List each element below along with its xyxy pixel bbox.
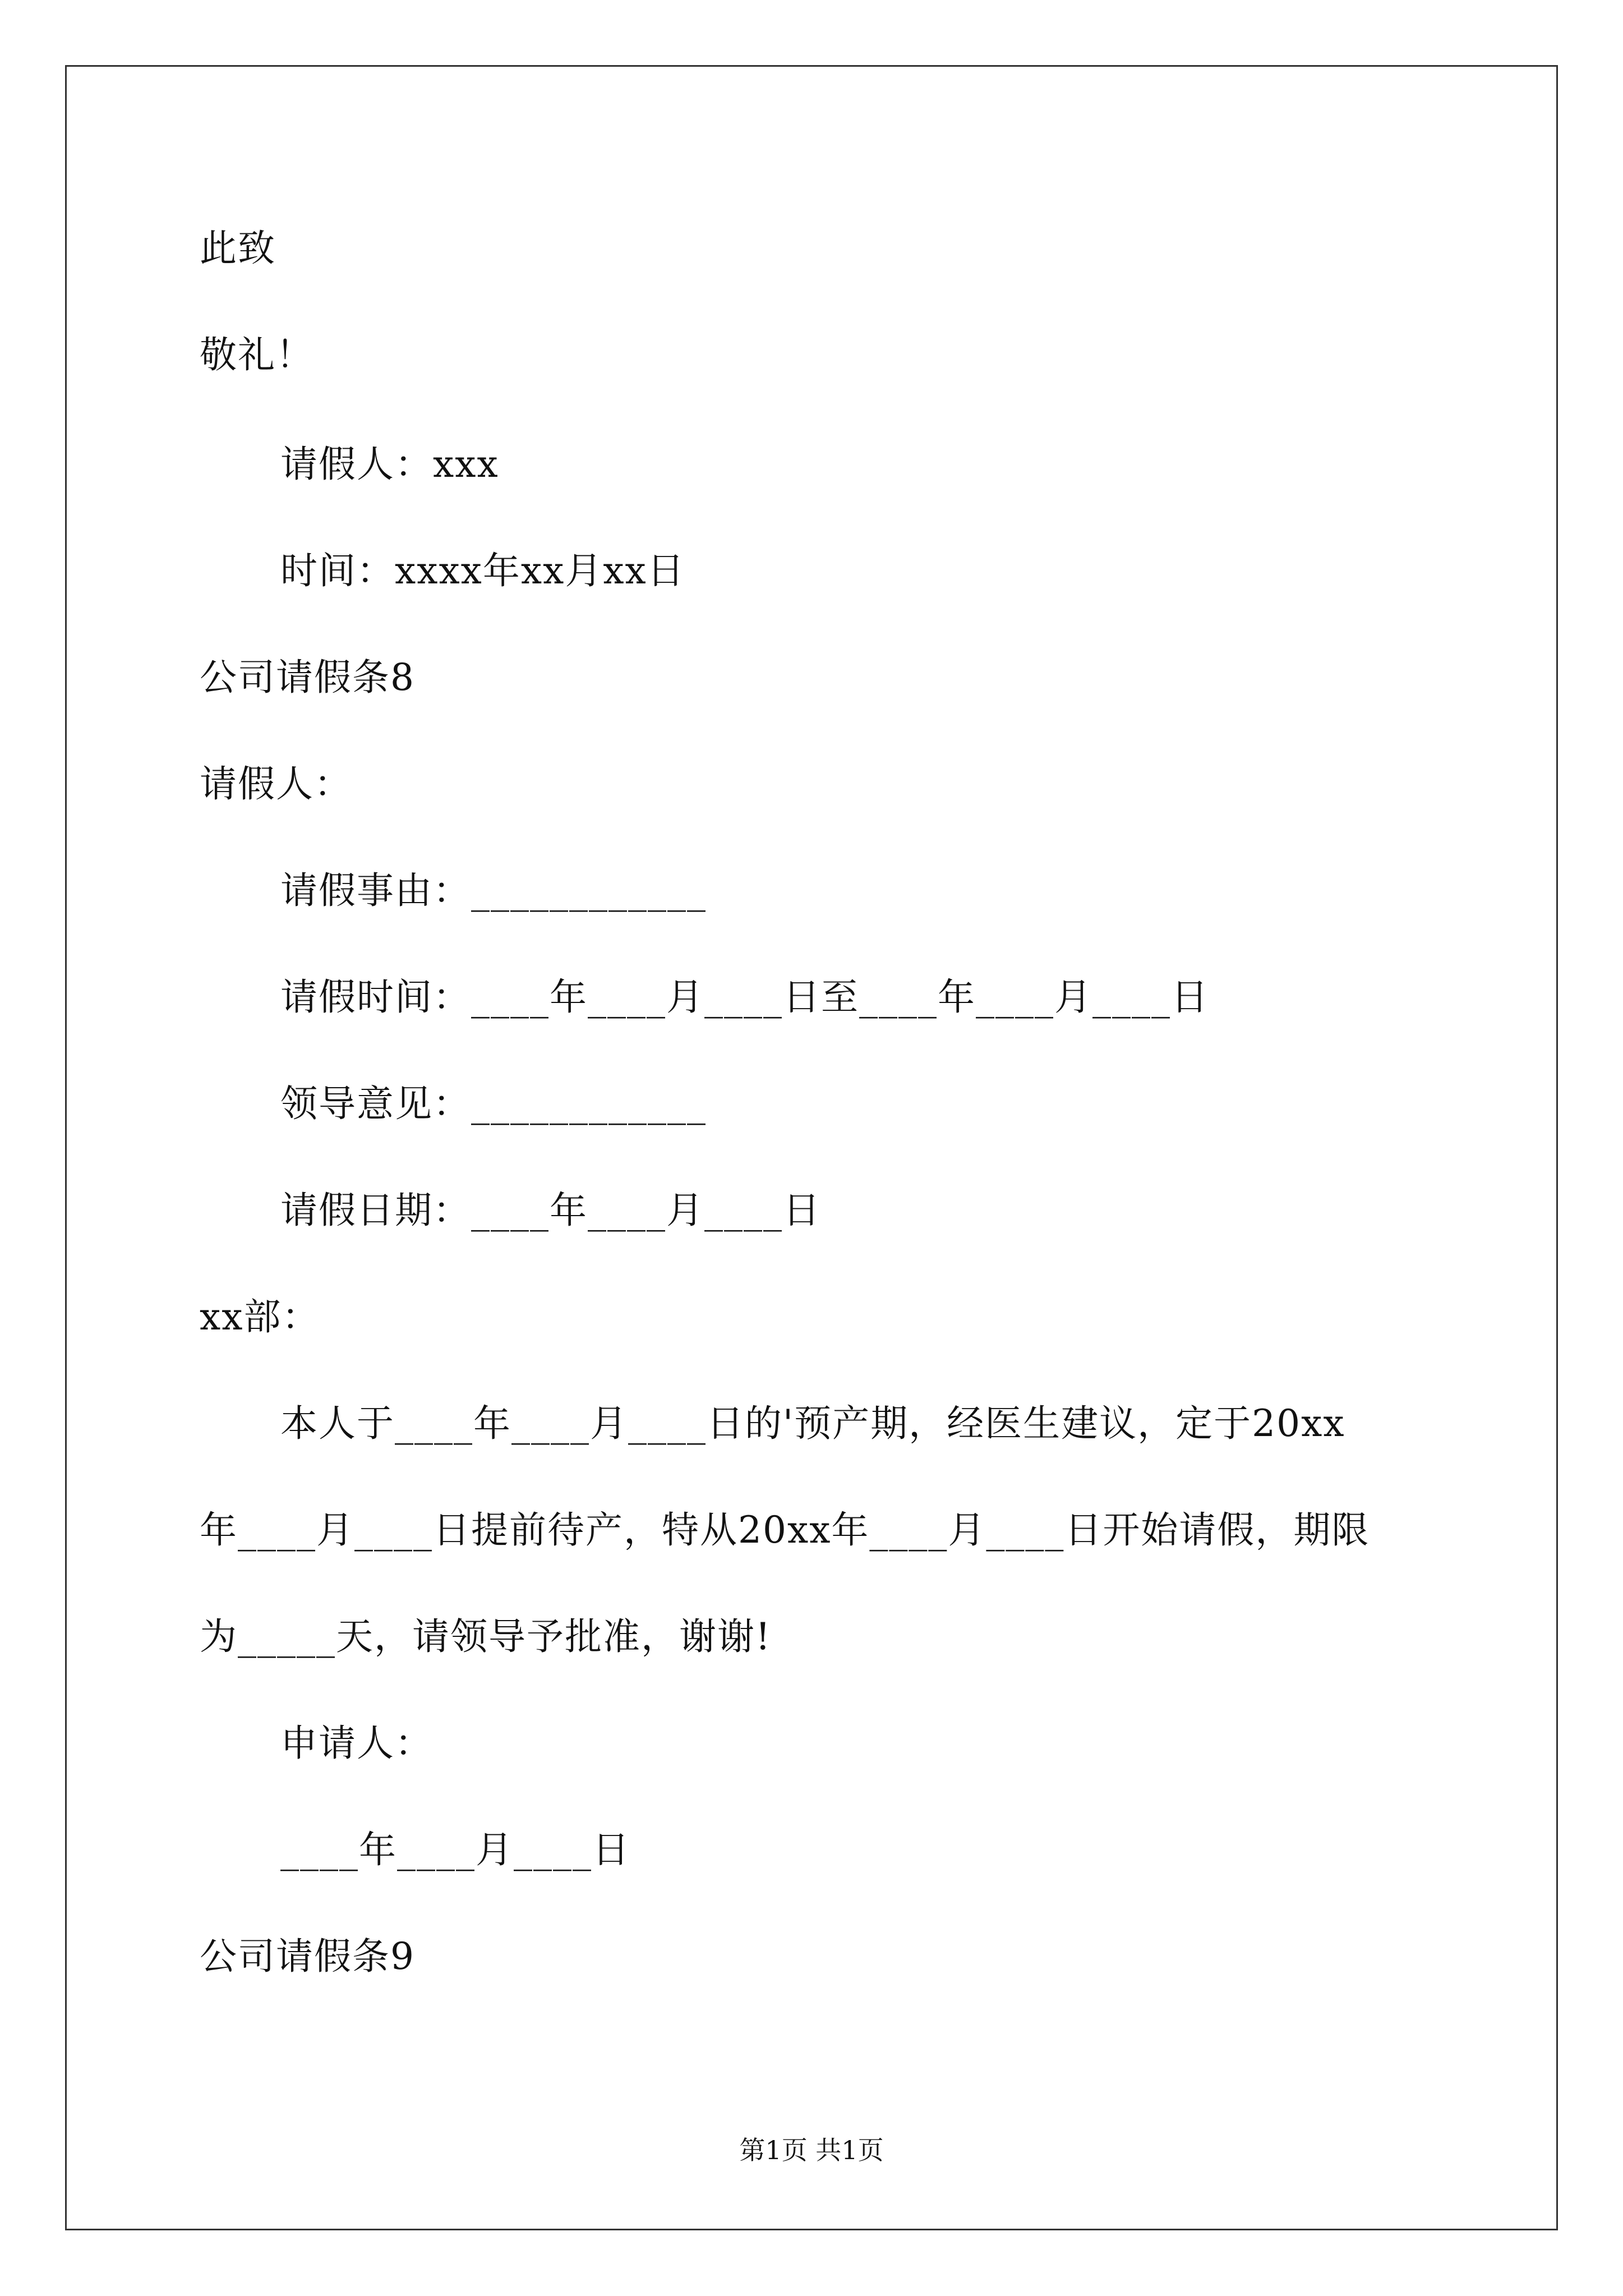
body-paragraph-line-2: 年____月____日提前待产，特从20xx年____月____日开始请假，期限 (200, 1508, 1370, 1552)
leader-opinion-field: 领导意见：____________ (280, 1082, 707, 1125)
salutation-line: 敬礼！ (200, 333, 314, 376)
page-footer: 第1页 共1页 (739, 2135, 884, 2165)
reason-field: 请假事由：____________ (280, 869, 707, 912)
signature-date: ____年____月____日 (280, 1828, 630, 1871)
page-border (65, 65, 1558, 2230)
section-heading-9: 公司请假条9 (200, 1935, 415, 1978)
applicant-label: 请假人： (200, 762, 352, 806)
department-salutation: xx部： (200, 1295, 320, 1338)
body-paragraph-line-1: 本人于____年____月____日的'预产期，经医生建议，定于20xx (280, 1402, 1345, 1445)
signer-label: 申请人： (280, 1722, 433, 1765)
closing-line: 此致 (200, 227, 276, 270)
leave-period-field: 请假时间：____年____月____日至____年____月____日 (280, 976, 1209, 1019)
leave-date-field: 请假日期：____年____月____日 (280, 1189, 821, 1232)
date-line: 时间：xxxx年xx月xx日 (280, 549, 685, 592)
body-paragraph-line-3: 为_____天，请领导予批准，谢谢! (200, 1615, 772, 1658)
section-heading-8: 公司请假条8 (200, 656, 415, 699)
applicant-line: 请假人：xxx (280, 443, 499, 486)
